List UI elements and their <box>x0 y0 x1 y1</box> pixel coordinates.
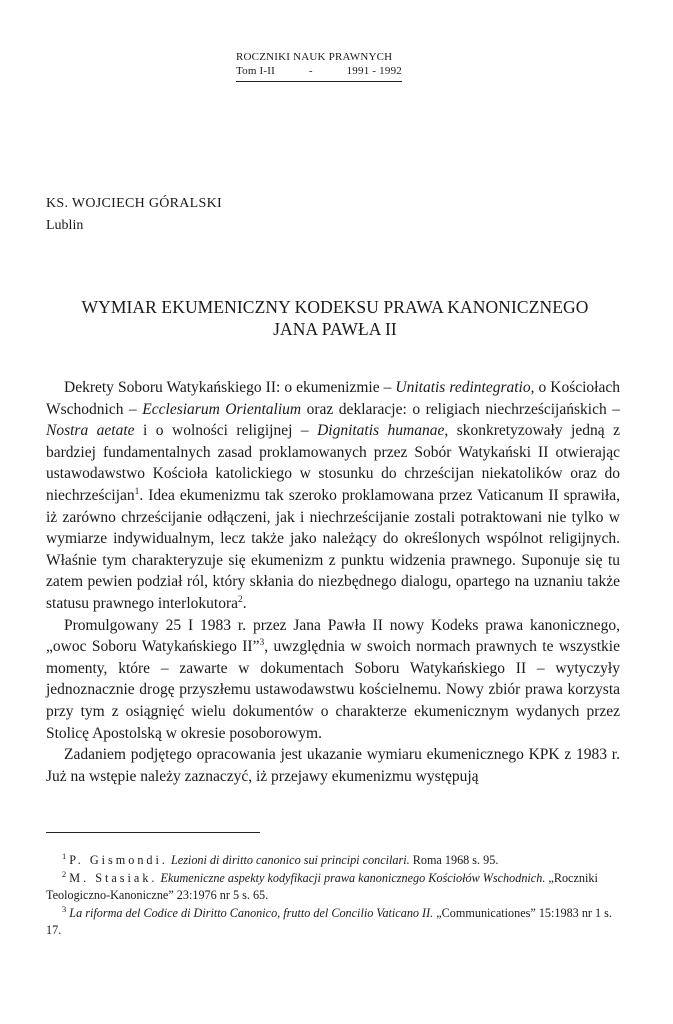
footnote-ref-2: 2 <box>237 594 243 605</box>
journal-volume-line <box>236 64 402 78</box>
title-line-2: JANA PAWŁA II <box>273 319 397 339</box>
footnote-ref-3: 3 <box>259 638 265 649</box>
footnote-ref-1: 1 <box>134 486 140 497</box>
footnote-separator <box>46 832 260 833</box>
author-name: KS. WOJCIECH GÓRALSKI <box>46 196 222 211</box>
journal-name: ROCZNIKI NAUK PRAWNYCH <box>236 51 393 63</box>
title-line-1: WYMIAR EKUMENICZNY KODEKSU PRAWA KANONICZNEGO <box>81 297 589 317</box>
p1-text-3: oraz deklaracje: o religiach niechrześcijańskich – <box>301 400 620 418</box>
footnote-title: Lezioni di diritto canonico sui principi concilari. <box>171 853 410 867</box>
p1-text-5: , skonkretyzowały jedną z bardziej fundamentalnych zasad proklamowanych przez Sobór Watykański II otwierając ustawodawstwo Kościoła katolickiego w stosunku do chrześcijan niekatolików oraz do niechrześcijan <box>46 422 620 504</box>
footnote-author: P. Gismondi. <box>69 853 168 867</box>
journal-rule <box>236 81 402 82</box>
p1-text-4: i o wolności religijnej – <box>134 422 318 440</box>
author-city: Lublin <box>46 218 84 233</box>
p1-text-6: . Idea ekumenizmu tak szeroko proklamowana przez Vaticanum II sprawiła, iż zarówno chrześcijanie odłączeni, jak i niechrześcijanie zostali potraktowani nie tylko w wymiarze indywidualnym, lecz także jako należący do określonych wspólnot religijnych. Właśnie tym charakteryzuje się ekumenizm z punktu widzenia prawnego. Suponuje się tu zatem pewien podział ról, który skłania do niezbędnego dialogu, opartego na uznaniu także statusu prawnego interlokutora <box>46 486 620 612</box>
footnote-number: 1 <box>62 851 67 861</box>
journal-volume: Tom I-II <box>236 65 276 77</box>
footnote-title: Ekumeniczne aspekty kodyfikacji prawa kanonicznego Kościołów Wschodnich. <box>160 870 546 885</box>
footnote-number: 3 <box>62 903 67 914</box>
article-title <box>30 296 640 340</box>
p1-italic-dignitatis: Dignitatis humanae <box>317 422 445 440</box>
p2-text-1: Promulgowany 25 I 1983 r. przez Jana Pawła II nowy Kodeks prawa kanonicznego, „owoc Soboru Watykańskiego II” <box>46 616 620 656</box>
p1-text-2: , o Kościołach Wschodnich – <box>46 379 620 418</box>
footnote-rest: „Roczniki Teologiczno-Kanoniczne” 23:1976 nr 5 s. 65. <box>46 870 598 903</box>
footnote-1 <box>46 852 620 870</box>
paragraph-2 <box>46 615 620 745</box>
footnote-rest: Roma 1968 s. 95. <box>409 853 499 867</box>
p1-italic-unitatis: Unitatis redintegratio <box>395 379 531 396</box>
p2-text-2: , uwzględnia w swoich normach prawnych te wszystkie momenty, które – zawarte w dokumentach Soboru Watykańskiego II – wytyczyły jednoznacznie drogę przyszłemu ustawodawstwu kościelnemu. Nowy zbiór prawa korzysta przy tym z osiągnięć wielu dokumentów o charakterze ekumenicznym wydanych przez Stolicę Apostolską w okresie posoborowym. <box>46 638 620 742</box>
journal-header <box>236 50 402 82</box>
footnote-2 <box>46 870 620 905</box>
p1-text-7: . <box>242 594 247 612</box>
footnote-title: La riforma del Codice di Diritto Canonico, frutto del Concilio Vaticano II. <box>69 905 434 920</box>
article-body <box>46 377 620 787</box>
p1-text-1: Dekrety Soboru Watykańskiego II: o ekumenizmie – <box>64 379 396 396</box>
p1-italic-nostra: Nostra aetate <box>46 422 135 440</box>
footnote-3 <box>46 905 620 940</box>
footnote-rest: „Communicationes” 15:1983 nr 1 s. 17. <box>46 905 612 938</box>
footnote-author: M. Stasiak. <box>69 870 158 885</box>
journal-years: 1991 - 1992 <box>346 65 402 77</box>
paragraph-1 <box>46 377 620 615</box>
footnote-number: 2 <box>62 868 67 879</box>
footnotes <box>46 852 620 940</box>
p1-italic-ecclesiarum: Ecclesiarum Orientalium <box>142 400 302 418</box>
author-block <box>46 193 222 237</box>
journal-dash: - <box>308 65 313 77</box>
paragraph-3: Zadaniem podjętego opracowania jest ukazanie wymiaru ekumenicznego KPK z 1983 r. Już na wstępie należy zaznaczyć, iż przejawy ekumenizmu występują <box>46 746 620 785</box>
